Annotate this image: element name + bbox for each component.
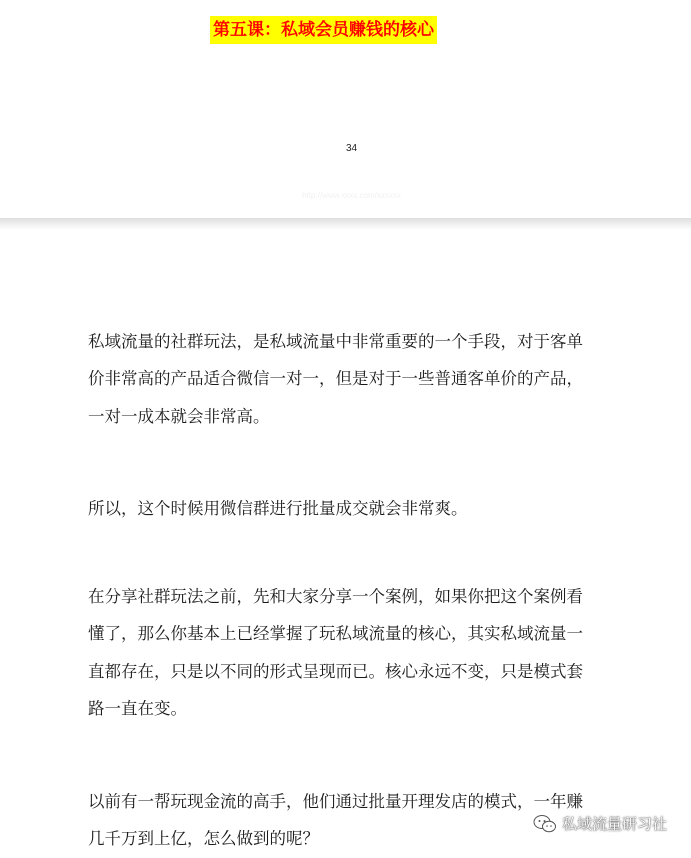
page-number: 34	[0, 143, 691, 154]
paragraph-line: 价非常高的产品适合微信一对一，但是对于一些普通客单价的产品，	[88, 360, 628, 397]
source-label: 私域流量研习社	[562, 813, 667, 834]
paragraph-line: 以前有一帮玩现金流的高手，他们通过批量开理发店的模式，一年赚	[88, 783, 628, 820]
paragraph-line: 在分享社群玩法之前，先和大家分享一个案例，如果你把这个案例看	[88, 578, 628, 615]
current-page	[0, 230, 691, 854]
paragraph-line: 几千万到上亿，怎么做到的呢？	[88, 820, 628, 857]
source-watermark	[533, 813, 667, 834]
watermark-text: http://www.xxxx.com/xxxxxx	[0, 191, 691, 200]
paragraph-2	[88, 490, 628, 527]
paragraph-line: 懂了，那么你基本上已经掌握了玩私域流量的核心，其实私域流量一	[88, 615, 628, 652]
paragraph-line: 私域流量的社群玩法，是私域流量中非常重要的一个手段，对于客单	[88, 323, 628, 360]
paragraph-line: 一对一成本就会非常高。	[88, 398, 628, 435]
previous-page-bottom	[0, 0, 691, 218]
page-separator	[0, 218, 691, 230]
lesson-title: 第五课：私域会员赚钱的核心	[210, 16, 437, 44]
paragraph-line: 所以，这个时候用微信群进行批量成交就会非常爽。	[88, 490, 628, 527]
paragraph-line: 直都存在，只是以不同的形式呈现而已。核心永远不变，只是模式套	[88, 653, 628, 690]
paragraph-1	[88, 323, 628, 435]
paragraph-line: 路一直在变。	[88, 690, 628, 727]
wechat-icon	[533, 814, 557, 834]
paragraph-3	[88, 578, 628, 727]
